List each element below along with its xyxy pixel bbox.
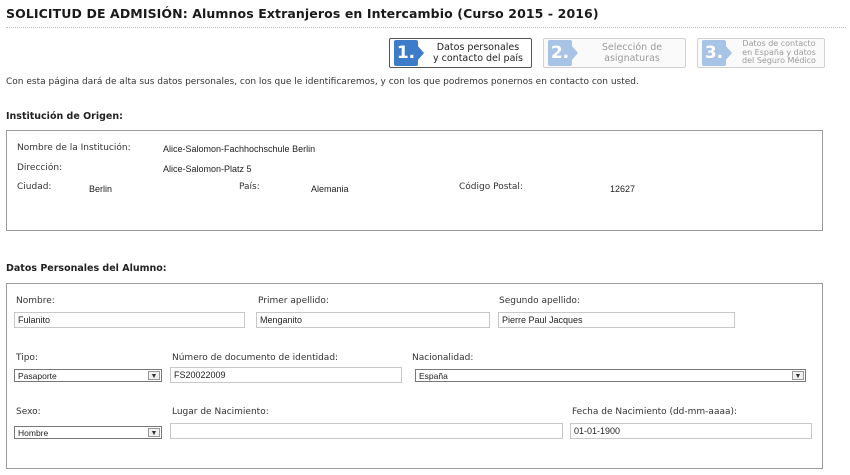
sex-label: Sexo:: [16, 407, 41, 417]
institution-value: Alice-Salomon-Fachhochschule Berlin: [163, 144, 316, 154]
doc-type-selected: Pasaporte: [18, 371, 57, 381]
city-value: Berlin: [89, 184, 113, 194]
step-1-personal-data[interactable]: [389, 38, 532, 68]
personal-section-title: Datos Personales del Alumno:: [6, 263, 167, 274]
postal-code-value: 12627: [610, 184, 636, 194]
country-label: País:: [239, 182, 260, 192]
birthplace-input[interactable]: [170, 423, 563, 439]
first-surname-label: Primer apellido:: [258, 296, 329, 306]
step-label-line2: asignaturas: [604, 53, 660, 64]
sex-select[interactable]: [14, 426, 162, 439]
chevron-down-icon[interactable]: ▼: [792, 371, 804, 380]
step-arrow-icon: [417, 45, 424, 61]
first-surname-input[interactable]: Menganito: [256, 312, 490, 328]
first-name-label: Nombre:: [16, 296, 55, 306]
step-number: 1.: [394, 40, 418, 66]
city-label: Ciudad:: [17, 182, 52, 192]
chevron-down-icon[interactable]: ▼: [148, 428, 160, 437]
second-surname-label: Segundo apellido:: [499, 296, 580, 306]
country-value: Alemania: [311, 184, 349, 194]
step-label-line1: Datos personales: [436, 42, 520, 53]
step-label-line2: y contacto del país: [433, 53, 523, 64]
step-arrow-icon: [571, 45, 578, 61]
doc-type-select[interactable]: [14, 369, 162, 382]
origin-section-title: Institución de Origen:: [6, 111, 123, 122]
chevron-down-icon[interactable]: ▼: [148, 371, 160, 380]
page-title: SOLICITUD DE ADMISIÓN: Alumnos Extranjeros en Intercambio (Curso 2015 - 2016): [6, 6, 599, 21]
sex-selected: Hombre: [18, 428, 49, 438]
id-number-label: Número de documento de identidad:: [172, 353, 339, 363]
nationality-selected: España: [419, 371, 448, 381]
step-arrow-icon: [725, 45, 732, 61]
step-label-line1: Datos de contacto: [742, 39, 816, 48]
address-value: Alice-Salomon-Platz 5: [163, 164, 252, 174]
postal-code-label: Código Postal:: [459, 182, 523, 192]
step-2-subjects[interactable]: [543, 38, 686, 68]
intro-text: Con esta página dará de alta sus datos personales, con los que le identificaremos, y con los que podremos ponernos en contacto con usted.: [6, 77, 639, 87]
step-label-line3: del Seguro Médico: [742, 56, 816, 65]
doc-type-label: Tipo:: [16, 353, 38, 363]
step-number: 2.: [548, 40, 572, 66]
address-label: Dirección:: [17, 163, 63, 173]
step-label-line1: Selección de: [601, 42, 663, 53]
birthdate-input[interactable]: 01-01-1900: [570, 423, 812, 439]
birthdate-label: Fecha de Nacimiento (dd-mm-aaaa):: [572, 407, 738, 417]
institution-label: Nombre de la Institución:: [17, 143, 131, 153]
second-surname-input[interactable]: Pierre Paul Jacques: [498, 312, 735, 328]
step-label-line2: en España y datos: [742, 47, 816, 57]
title-divider: [6, 27, 846, 28]
nationality-select[interactable]: [415, 369, 806, 382]
birthplace-label: Lugar de Nacimiento:: [172, 407, 269, 417]
step-3-contact-insurance[interactable]: [697, 38, 825, 68]
first-name-input[interactable]: Fulanito: [14, 312, 245, 328]
step-number: 3.: [702, 40, 726, 66]
id-number-input[interactable]: FS20022009: [170, 367, 402, 383]
nationality-label: Nacionalidad:: [412, 353, 474, 363]
